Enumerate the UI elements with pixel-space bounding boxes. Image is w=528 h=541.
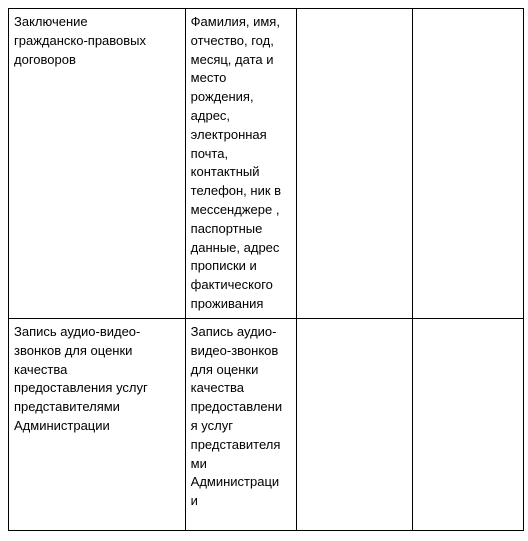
data-list-text: Запись аудио- видео-звонков для оценки качества предоставлени я услуг представителя ми Администраци и (190, 324, 283, 509)
table-row (9, 9, 524, 319)
table-cell-purpose (9, 9, 186, 319)
table-row (9, 319, 524, 531)
purpose-text: Запись аудио-видео- звонков для оценки качества предоставления услуг представителями Администрации (14, 324, 148, 433)
table-cell-purpose (9, 319, 186, 531)
table-cell-data-list (185, 319, 296, 531)
data-processing-table (8, 8, 524, 531)
table-cell-empty (297, 9, 413, 319)
table-cell-empty (412, 9, 523, 319)
data-list-text: Фамилия, имя, отчество, год, месяц, дата и место рождения, адрес, электронная почта, контактный телефон, ник в мессенджере , паспортные данные, адрес прописки и фактического проживания (190, 14, 282, 311)
table-cell-empty (297, 319, 413, 531)
purpose-text: Заключение гражданско-правовых договоров (14, 14, 147, 67)
table-cell-data-list (185, 9, 296, 319)
table-cell-empty (412, 319, 523, 531)
